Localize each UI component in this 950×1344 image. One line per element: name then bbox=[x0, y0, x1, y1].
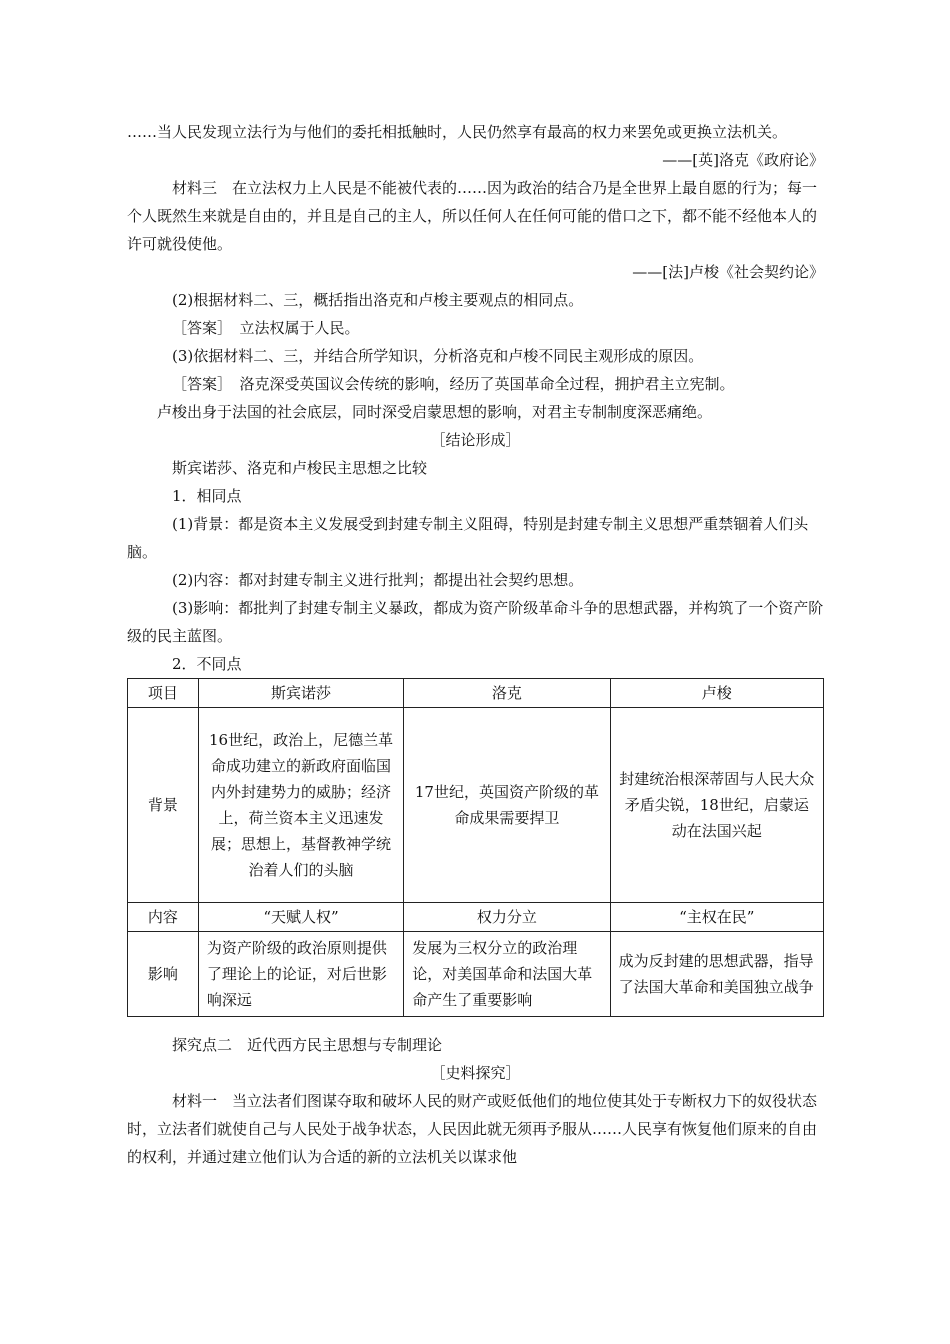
table-cell: “主权在民” bbox=[610, 903, 823, 932]
table-row bbox=[128, 903, 824, 932]
table-cell: 为资产阶级的政治原则提供了理论上的论证，对后世影响深远 bbox=[198, 932, 403, 1017]
section-2-subheading: ［史料探究］ bbox=[430, 1064, 521, 1082]
table-cell: 17世纪，英国资产阶级的革命成果需要捍卫 bbox=[404, 708, 610, 903]
same-point-1: (1)背景：都是资本主义发展受到封建专制主义阻碍，特别是封建专制主义思想严重禁锢着人们头脑。 bbox=[127, 515, 809, 561]
table-cell: “天赋人权” bbox=[198, 903, 403, 932]
source-rousseau: ——[法]卢梭《社会契约论》 bbox=[632, 263, 824, 281]
table-row-label: 影响 bbox=[128, 932, 199, 1017]
different-points-heading: 2．不同点 bbox=[172, 655, 242, 673]
table-cell: 16世纪，政治上，尼德兰革命成功建立的新政府面临国内外封建势力的威胁；经济上，荷兰资本主义迅速发展；思想上，基督教神学统治着人们的头脑 bbox=[198, 708, 403, 903]
answer-3-line-2: 卢梭出身于法国的社会底层，同时深受启蒙思想的影响，对君主专制制度深恶痛绝。 bbox=[157, 403, 713, 421]
table-header-cell: 项目 bbox=[128, 679, 199, 708]
table-row bbox=[128, 932, 824, 1017]
table-cell: 权力分立 bbox=[404, 903, 610, 932]
paragraph-material-3: 材料三 在立法权力上人民是不能被代表的……因为政治的结合乃是全世界上最自愿的行为；每一个人既然生来就是自由的，并且是自己的主人，所以任何人在任何可能的借口之下，都不能不经他本人的许可就役使他。 bbox=[127, 179, 818, 253]
section-2-material-1: 材料一 当立法者们图谋夺取和破坏人民的财产或贬低他们的地位使其处于专断权力下的奴役状态时，立法者们就使自己与人民处于战争状态，人民因此就无须再予服从……人民享有恢复他们原来的自由的权利，并通过建立他们认为合适的新的立法机关以谋求他 bbox=[127, 1092, 818, 1166]
same-point-2: (2)内容：都对封建专制主义进行批判；都提出社会契约思想。 bbox=[172, 571, 584, 589]
question-2: (2)根据材料二、三，概括指出洛克和卢梭主要观点的相同点。 bbox=[172, 291, 584, 309]
source-locke: ——[英]洛克《政府论》 bbox=[662, 151, 824, 169]
conclusion-heading: ［结论形成］ bbox=[430, 431, 521, 449]
table-header-cell: 卢梭 bbox=[610, 679, 823, 708]
table-cell: 成为反封建的思想武器，指导了法国大革命和美国独立战争 bbox=[610, 932, 823, 1017]
spacer bbox=[127, 1017, 824, 1031]
same-points-heading: 1．相同点 bbox=[172, 487, 242, 505]
table-header-cell: 洛克 bbox=[404, 679, 610, 708]
question-3: (3)依据材料二、三，并结合所学知识，分析洛克和卢梭不同民主观形成的原因。 bbox=[172, 347, 704, 365]
section-2-title: 探究点二 近代西方民主思想与专制理论 bbox=[172, 1036, 443, 1054]
comparison-title: 斯宾诺莎、洛克和卢梭民主思想之比较 bbox=[172, 459, 428, 477]
paragraph-locke-quote: ……当人民发现立法行为与他们的委托相抵触时，人民仍然享有最高的权力来罢免或更换立法机关。 bbox=[127, 123, 788, 141]
table-row-label: 背景 bbox=[128, 708, 199, 903]
comparison-table bbox=[127, 678, 824, 1017]
table-row bbox=[128, 708, 824, 903]
document-page bbox=[127, 118, 824, 1171]
same-point-3: (3)影响：都批判了封建专制主义暴政，都成为资产阶级革命斗争的思想武器，并构筑了一个资产阶级的民主蓝图。 bbox=[127, 599, 824, 645]
answer-3-line-1: ［答案］ 洛克深受英国议会传统的影响，经历了英国革命全过程，拥护君主立宪制。 bbox=[172, 375, 735, 393]
table-header-cell: 斯宾诺莎 bbox=[198, 679, 403, 708]
table-cell: 封建统治根深蒂固与人民大众矛盾尖锐，18世纪，启蒙运动在法国兴起 bbox=[610, 708, 823, 903]
table-cell: 发展为三权分立的政治理论，对美国革命和法国大革命产生了重要影响 bbox=[404, 932, 610, 1017]
table-row-label: 内容 bbox=[128, 903, 199, 932]
table-header-row bbox=[128, 679, 824, 708]
answer-2: ［答案］ 立法权属于人民。 bbox=[172, 319, 360, 337]
